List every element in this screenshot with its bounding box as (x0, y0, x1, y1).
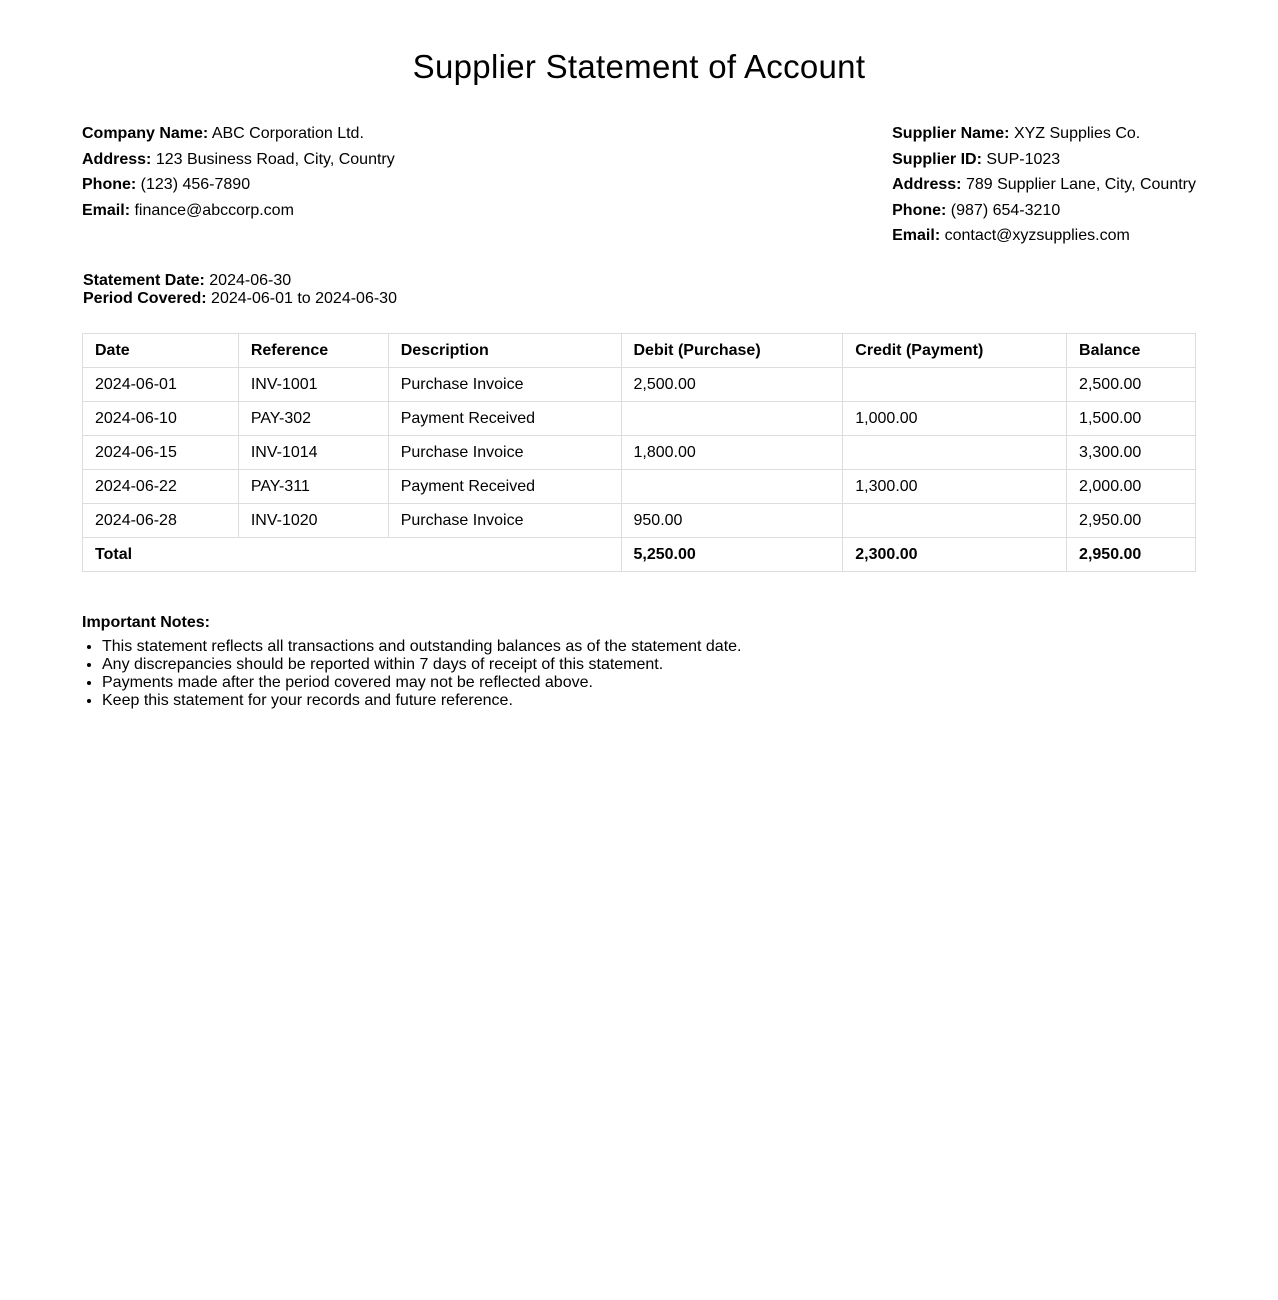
cell-balance: 1,500.00 (1067, 402, 1196, 436)
cell-balance: 2,000.00 (1067, 470, 1196, 504)
cell-credit: 1,300.00 (843, 470, 1067, 504)
company-info (82, 121, 395, 223)
cell-reference: INV-1014 (238, 436, 388, 470)
company-address-value: 123 Business Road, City, Country (155, 150, 395, 168)
cell-reference: INV-1020 (238, 504, 388, 538)
period-covered-row (83, 290, 397, 308)
total-balance: 2,950.00 (1067, 538, 1196, 572)
company-phone-value: (123) 456-7890 (140, 176, 251, 193)
cell-reference: PAY-311 (238, 470, 388, 504)
statement-date-value: 2024-06-30 (209, 272, 292, 289)
statement-meta (83, 272, 397, 308)
cell-credit (843, 504, 1067, 538)
header-reference: Reference (238, 334, 388, 368)
table-total-row (83, 538, 1196, 572)
cell-description: Purchase Invoice (388, 436, 621, 470)
table-row (83, 504, 1196, 538)
cell-credit (843, 436, 1067, 470)
statement-date-row (83, 272, 397, 290)
cell-reference: PAY-302 (238, 402, 388, 436)
company-name-label: Company Name: (82, 125, 209, 142)
cell-debit: 950.00 (621, 504, 843, 538)
company-phone-label: Phone: (82, 176, 137, 193)
cell-date: 2024-06-15 (83, 436, 239, 470)
table-row (83, 436, 1196, 470)
cell-description: Payment Received (388, 470, 621, 504)
list-item: • Any discrepancies should be reported within 7 days of receipt of this statement. (102, 656, 741, 674)
period-covered-value: 2024-06-01 to 2024-06-30 (211, 290, 397, 307)
cell-balance: 3,300.00 (1067, 436, 1196, 470)
cell-date: 2024-06-22 (83, 470, 239, 504)
cell-balance: 2,950.00 (1067, 504, 1196, 538)
cell-debit: 2,500.00 (621, 368, 843, 402)
company-email-label: Email: (82, 201, 131, 219)
cell-reference: INV-1001 (238, 368, 388, 402)
company-address-row (82, 147, 395, 173)
table-row (83, 402, 1196, 436)
cell-date: 2024-06-28 (83, 504, 239, 538)
total-credit: 2,300.00 (843, 538, 1067, 572)
cell-debit: 1,800.00 (621, 436, 843, 470)
header-credit: Credit (Payment) (843, 334, 1067, 368)
total-label: Total (83, 538, 622, 572)
supplier-info (892, 121, 1196, 249)
supplier-phone-label: Phone: (892, 201, 947, 219)
company-phone-row (82, 172, 395, 198)
cell-credit (843, 368, 1067, 402)
period-covered-label: Period Covered: (83, 290, 207, 307)
supplier-name-label: Supplier Name: (892, 125, 1010, 142)
header-balance: Balance (1067, 334, 1196, 368)
header-debit: Debit (Purchase) (621, 334, 843, 368)
list-item: • Keep this statement for your records and future reference. (102, 692, 741, 710)
cell-debit (621, 402, 843, 436)
header-date: Date (83, 334, 239, 368)
statement-date-label: Statement Date: (83, 272, 205, 289)
total-debit: 5,250.00 (621, 538, 843, 572)
important-notes (82, 614, 741, 710)
list-item: • This statement reflects all transactions and outstanding balances as of the statement date. (102, 638, 741, 656)
table-row (83, 470, 1196, 504)
cell-balance: 2,500.00 (1067, 368, 1196, 402)
supplier-email-label: Email: (892, 227, 941, 244)
cell-description: Purchase Invoice (388, 504, 621, 538)
page-title: Supplier Statement of Account (412, 48, 866, 85)
cell-date: 2024-06-10 (83, 402, 239, 436)
company-email-row (82, 198, 395, 224)
header-description: Description (388, 334, 621, 368)
supplier-address-row (892, 172, 1196, 198)
list-item: • Payments made after the period covered may not be reflected above. (102, 674, 741, 692)
cell-date: 2024-06-01 (83, 368, 239, 402)
supplier-id-label: Supplier ID: (892, 150, 982, 168)
cell-description: Purchase Invoice (388, 368, 621, 402)
transactions-table (82, 333, 1196, 572)
supplier-email-row (892, 223, 1196, 249)
notes-list (82, 638, 741, 710)
supplier-phone-value: (987) 654-3210 (950, 201, 1061, 219)
company-name-value: ABC Corporation Ltd. (211, 125, 364, 142)
supplier-id-value: SUP-1023 (986, 150, 1061, 168)
supplier-address-label: Address: (892, 176, 962, 193)
notes-title: Important Notes: (82, 614, 210, 631)
company-email-value: finance@abccorp.com (134, 201, 294, 219)
cell-debit (621, 470, 843, 504)
supplier-name-row (892, 121, 1196, 147)
company-name-row (82, 121, 395, 147)
supplier-phone-row (892, 198, 1196, 224)
table-header-row (83, 334, 1196, 368)
cell-credit: 1,000.00 (843, 402, 1067, 436)
supplier-name-value: XYZ Supplies Co. (1013, 125, 1141, 142)
supplier-address-value: 789 Supplier Lane, City, Country (965, 176, 1196, 193)
supplier-id-row (892, 147, 1196, 173)
table-row (83, 368, 1196, 402)
company-address-label: Address: (82, 150, 152, 168)
supplier-email-value: contact@xyzsupplies.com (944, 227, 1130, 244)
cell-description: Payment Received (388, 402, 621, 436)
